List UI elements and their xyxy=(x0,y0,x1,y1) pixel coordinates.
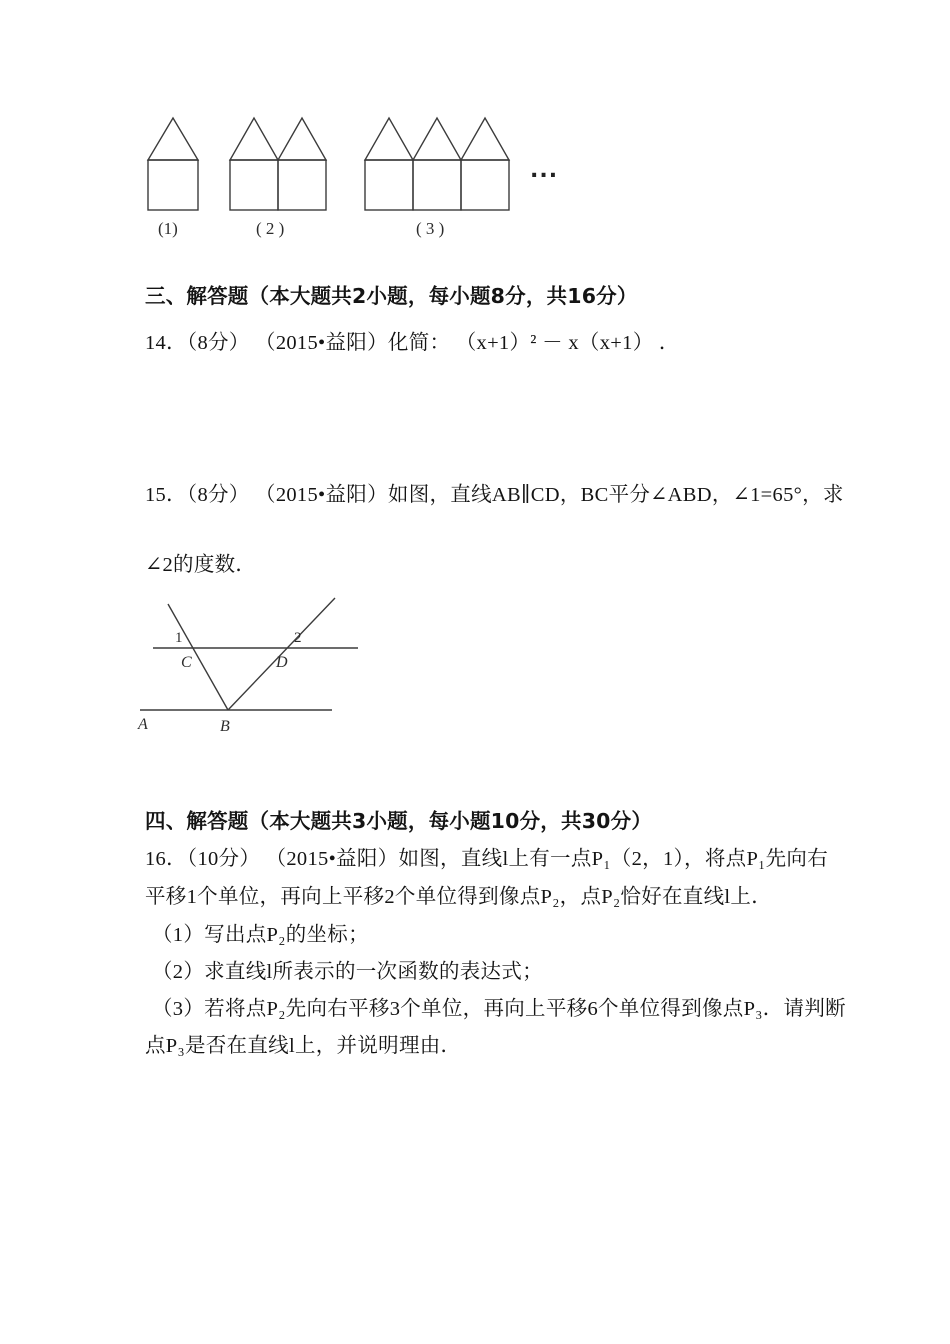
question-16-sub3-line1: （3）若将点P₂先向右平移3个单位，再向上平移6个单位得到像点P₃．请判断 xyxy=(152,998,846,1020)
question-16-line2: 平移1个单位，再向上平移2个单位得到像点P₂，点P₂恰好在直线l上． xyxy=(145,886,772,908)
question-14-text: 14．（8分） （2015•益阳）化简： （x+1）² － x（x+1） ． xyxy=(145,332,680,354)
question-15-line1: 15．（8分） （2015•益阳）如图，直线AB∥CD，BC平分∠ABD，∠1=65°，求 xyxy=(145,484,844,506)
question-16-sub2: （2）求直线l所表示的一次函数的表达式； xyxy=(152,961,543,983)
pattern-label-2: ( 2 ) xyxy=(256,219,285,238)
houses-pattern-figure xyxy=(138,106,578,246)
question-16-line1: 16．（10分） （2015•益阳）如图，直线l上有一点P₁（2，1），将点P₁先向右 xyxy=(145,848,828,870)
pattern-ellipsis: ... xyxy=(530,158,559,183)
section3-heading: 三、解答题（本大题共2小题，每小题8分，共16分） xyxy=(145,284,638,308)
point-b-label: B xyxy=(220,718,230,735)
pattern-figure-1 xyxy=(148,118,198,210)
question-15-line2: ∠2的度数． xyxy=(145,554,257,576)
section4-heading: 四、解答题（本大题共3小题，每小题10分，共30分） xyxy=(145,809,653,833)
angle-1-label: 1 xyxy=(175,630,183,646)
point-c-label: C xyxy=(181,654,192,671)
geometry-figure-q15 xyxy=(128,588,428,748)
pattern-label-1: (1) xyxy=(158,219,178,238)
pattern-figure-2 xyxy=(230,118,326,210)
question-16-sub3-line2: 点P₃是否在直线l上，并说明理由． xyxy=(145,1035,462,1057)
question-16-sub1: （1）写出点P₂的坐标； xyxy=(152,924,369,946)
pattern-label-3: ( 3 ) xyxy=(416,219,445,238)
angle-2-label: 2 xyxy=(294,630,302,646)
pattern-figure-3 xyxy=(365,118,509,210)
point-a-label: A xyxy=(138,716,148,733)
line-bc xyxy=(168,604,228,710)
point-d-label: D xyxy=(276,654,288,671)
